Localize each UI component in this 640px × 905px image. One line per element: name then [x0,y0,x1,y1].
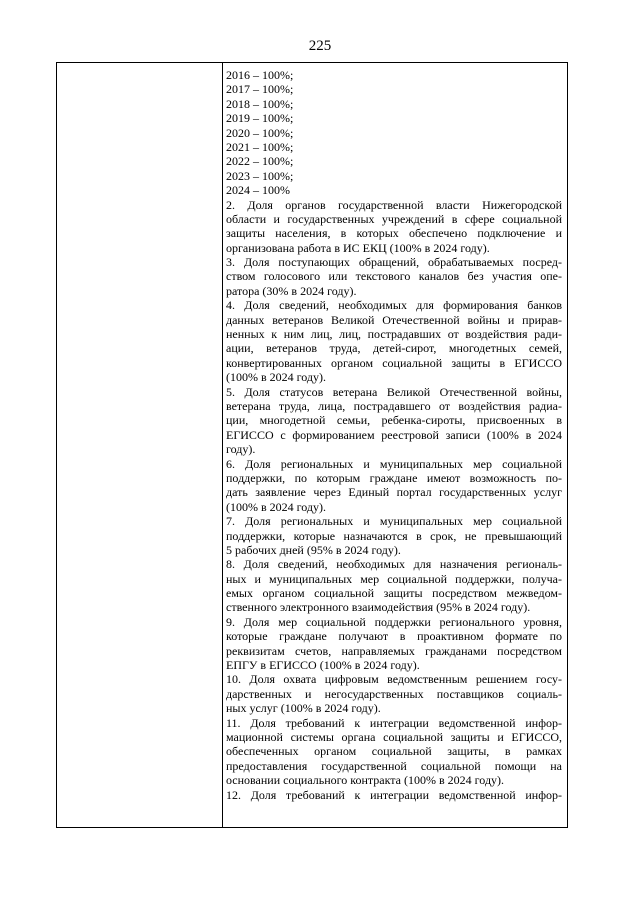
indicator-line: конвертированных органом социальной защиты в ЕГИССО [226,355,562,370]
indicator-line: ЕГИССО с формированием реестровой записи (100% в 2024 [226,427,562,442]
indicator-line: 12. Доля требований к интеграции ведомственной инфор- [226,787,562,802]
indicator-item [226,788,562,802]
year-value-line: 2022 – 100%; [226,154,294,169]
indicator-item [226,457,562,515]
indicator-line: 7. Доля региональных и муниципальных мер социальной [226,514,562,529]
indicator-line: 6. Доля региональных и муниципальных мер социальной [226,456,562,471]
indicator-line: ственного электронного взаимодействия (95% в 2024 году). [226,600,531,615]
indicator-item [226,385,562,457]
indicator-line: (100% в 2024 году). [226,499,327,514]
indicator-line: 4. Доля сведений, необходимых для формирования банков [226,298,562,313]
page-number: 225 [308,38,332,54]
indicator-line: организована работа в ИС ЕКЦ (100% в 2024 году). [226,240,490,255]
column-divider [222,63,223,827]
indicator-line: году). [226,442,256,457]
indicator-item [226,615,562,673]
indicator-item [226,298,562,384]
indicator-line: 11. Доля требований к интеграции ведомственной инфор- [226,715,562,730]
indicator-line: (100% в 2024 году). [226,370,327,385]
indicator-line: 10. Доля охвата цифровым ведомственным решением госу- [226,672,562,687]
year-value-line: 2016 – 100%; [226,68,294,82]
indicator-line: 5. Доля статусов ветерана Великой Отечественной войны, [226,384,562,399]
indicator-item [226,557,562,615]
indicator-line: защиты населения, в которых обеспечено подключение и [226,226,562,241]
indicator-line: предоставления государственной социальной помощи на [226,758,562,773]
indicator-item [226,672,562,715]
indicator-line: 9. Доля мер социальной поддержки регионального уровня, [226,614,562,629]
indicator-table [56,62,568,828]
indicator-item [226,255,562,298]
indicator-line: 2. Доля органов государственной власти Нижегородской [226,197,562,212]
indicator-item [226,514,562,557]
indicator-line: ЕПГУ в ЕГИССО (100% в 2024 году). [226,658,420,673]
indicator-line: мационной системы органа социальной защиты и ЕГИССО, [226,729,562,744]
year-value-line: 2024 – 100% [226,183,290,198]
indicator-item [226,198,562,256]
indicator-line: поддержки, которые назначаются в срок, не превышающий [226,528,562,543]
indicator-line: емых органом социальной защиты посредством межведом- [226,586,562,601]
indicator-line: обеспеченных органом социальной защиты, в рамках [226,744,562,759]
indicators-cell [226,68,562,802]
indicator-line: 5 рабочих дней (95% в 2024 году). [226,542,401,557]
indicator-line: которые граждане получают в проактивном формате по [226,629,562,644]
year-value-line: 2023 – 100%; [226,168,294,183]
indicator-line: ством голосового или текстового каналов без участия опе- [226,269,562,284]
indicator-line: области и государственных учреждений в сфере социальной [226,211,562,226]
indicator-line: основании социального контракта (100% в 2024 году). [226,773,505,788]
indicator-line: данных ветеранов Великой Отечественной войны и прирав- [226,312,562,327]
indicator-item [226,716,562,788]
year-value-line: 2019 – 100%; [226,111,294,126]
indicator-line: поддержки, по которым граждане имеют возможность по- [226,470,562,485]
indicator-line: ации, ветеранов труда, детей-сирот, многодетных семей, [226,341,562,356]
indicator-line: ных и муниципальных мер социальной поддержки, получа- [226,571,562,586]
indicator-line: ратора (30% в 2024 году). [226,283,357,298]
indicator-line: ных услуг (100% в 2024 году). [226,701,381,716]
indicator-line: ции, многодетной семьи, ребенка-сироты, присвоенных в [226,413,562,428]
year-value-line: 2020 – 100%; [226,125,294,140]
year-value-line: 2017 – 100%; [226,82,294,97]
indicator-line: 3. Доля поступающих обращений, обрабатываемых посред- [226,255,562,270]
indicator-line: дать заявление через Единый портал государственных услуг [226,485,562,500]
indicator-line: ветерана труда, лица, пострадавшего от воздействия радиа- [226,398,562,413]
indicator-line: 8. Доля сведений, необходимых для назначения региональ- [226,557,562,572]
year-value-line: 2018 – 100%; [226,96,294,111]
year-value-line: 2021 – 100%; [226,139,294,154]
indicator-line: реквизитам счетов, направляемых гражданами посредством [226,643,562,658]
indicator-line: ненных к ним лиц, лиц, пострадавших от воздействия ради- [226,327,562,342]
indicator-line: дарственных и негосударственных поставщиков социаль- [226,686,562,701]
